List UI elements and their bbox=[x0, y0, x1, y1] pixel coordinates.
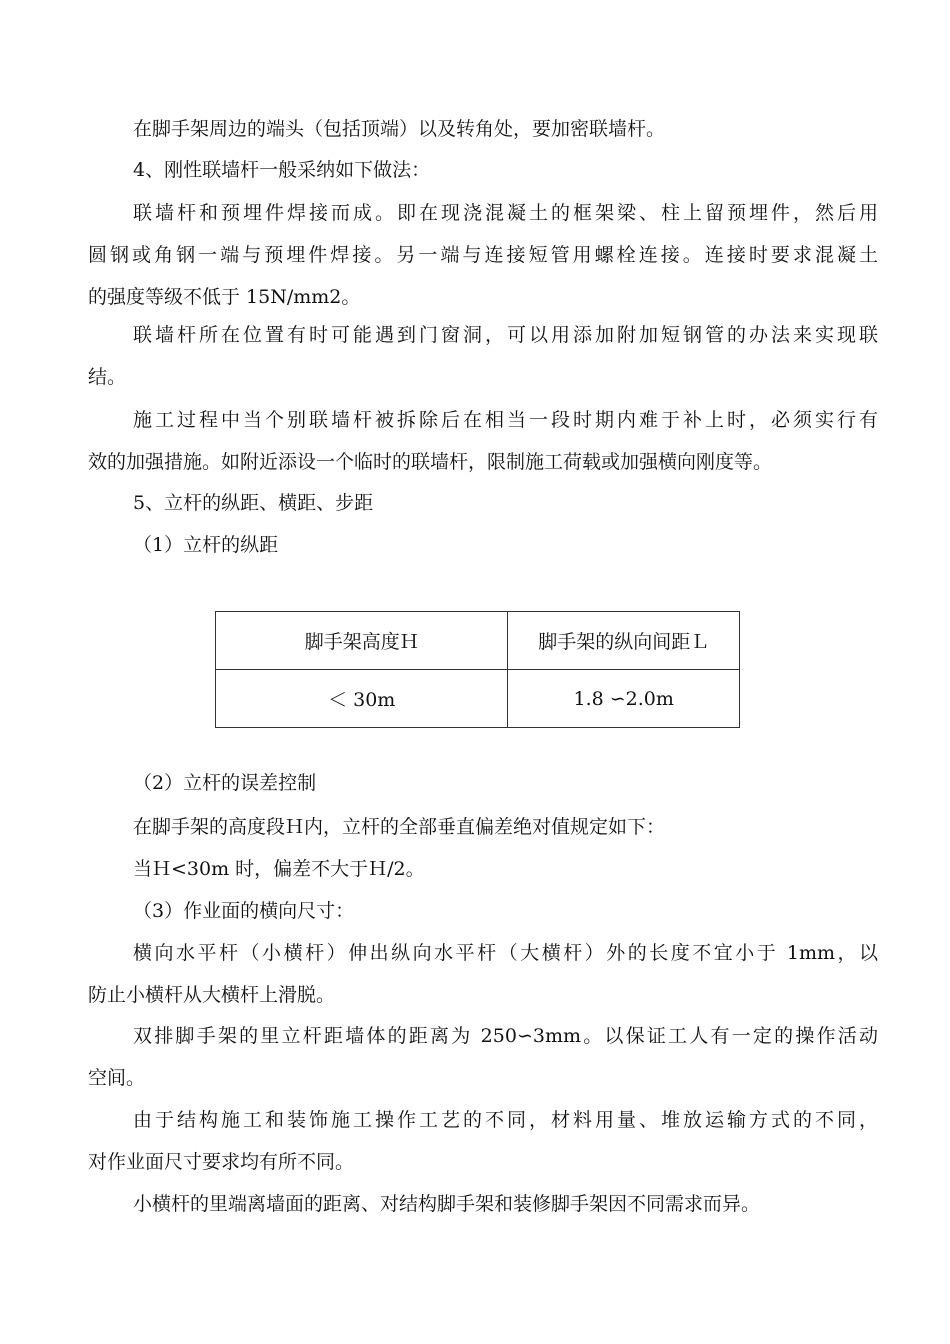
table-row bbox=[216, 670, 740, 728]
table-header-cell: 脚手架高度Ｈ bbox=[216, 612, 508, 670]
table-cell: 1.8 ∽2.0m bbox=[508, 670, 740, 728]
paragraph: 的强度等级不低于 15N/mm2。 bbox=[88, 286, 361, 308]
paragraph: 当Ｈ<30m 时，偏差不大于Ｈ/2。 bbox=[133, 858, 425, 880]
table-cell: ＜ 30m bbox=[216, 670, 508, 728]
paragraph: 由于结构施工和装饰施工操作工艺的不同，材料用量、堆放运输方式的不同， bbox=[133, 1109, 878, 1131]
table-header-row bbox=[216, 612, 740, 670]
paragraph: 小横杆的里端离墙面的距离、对结构脚手架和装修脚手架因不同需求而异。 bbox=[133, 1193, 761, 1215]
paragraph: 联墙杆和预埋件焊接而成。即在现浇混凝土的框架梁、柱上留预埋件，然后用 bbox=[133, 202, 878, 224]
subsection-heading: （2）立杆的误差控制 bbox=[133, 772, 317, 794]
subsection-heading: （3）作业面的横向尺寸： bbox=[133, 900, 355, 922]
paragraph: 结。 bbox=[88, 366, 127, 388]
paragraph: 效的加强措施。如附近添设一个临时的联墙杆，限制施工荷载或加强横向刚度等。 bbox=[88, 451, 773, 473]
paragraph: 对作业面尺寸要求均有所不同。 bbox=[88, 1151, 355, 1173]
paragraph: 圆钢或角钢一端与预埋件焊接。另一端与连接短管用螺栓连接。连接时要求混凝土 bbox=[88, 244, 878, 266]
paragraph: 在脚手架的高度段Ｈ内，立杆的全部垂直偏差绝对值规定如下： bbox=[133, 816, 666, 838]
table-header-cell: 脚手架的纵向间距Ｌ bbox=[508, 612, 740, 670]
spacing-table bbox=[215, 611, 740, 728]
paragraph: 在脚手架周边的端头（包括顶端）以及转角处，要加密联墙杆。 bbox=[133, 118, 666, 140]
paragraph: 联墙杆所在位置有时可能遇到门窗洞，可以用添加附加短钢管的办法来实现联 bbox=[133, 324, 878, 346]
section-heading: 5、立杆的纵距、横距、步距 bbox=[133, 492, 374, 514]
paragraph: 横向水平杆（小横杆）伸出纵向水平杆（大横杆）外的长度不宜小于 1mm，以 bbox=[133, 942, 878, 964]
paragraph: 双排脚手架的里立杆距墙体的距离为 250∽3mm。以保证工人有一定的操作活动 bbox=[133, 1025, 878, 1047]
section-heading: 4、刚性联墙杆一般采纳如下做法： bbox=[133, 159, 431, 181]
paragraph: 防止小横杆从大横杆上滑脱。 bbox=[88, 984, 336, 1006]
paragraph: 施工过程中当个别联墙杆被拆除后在相当一段时期内难于补上时，必须实行有 bbox=[133, 409, 878, 431]
subsection-heading: （1）立杆的纵距 bbox=[133, 534, 279, 556]
paragraph: 空间。 bbox=[88, 1067, 146, 1089]
